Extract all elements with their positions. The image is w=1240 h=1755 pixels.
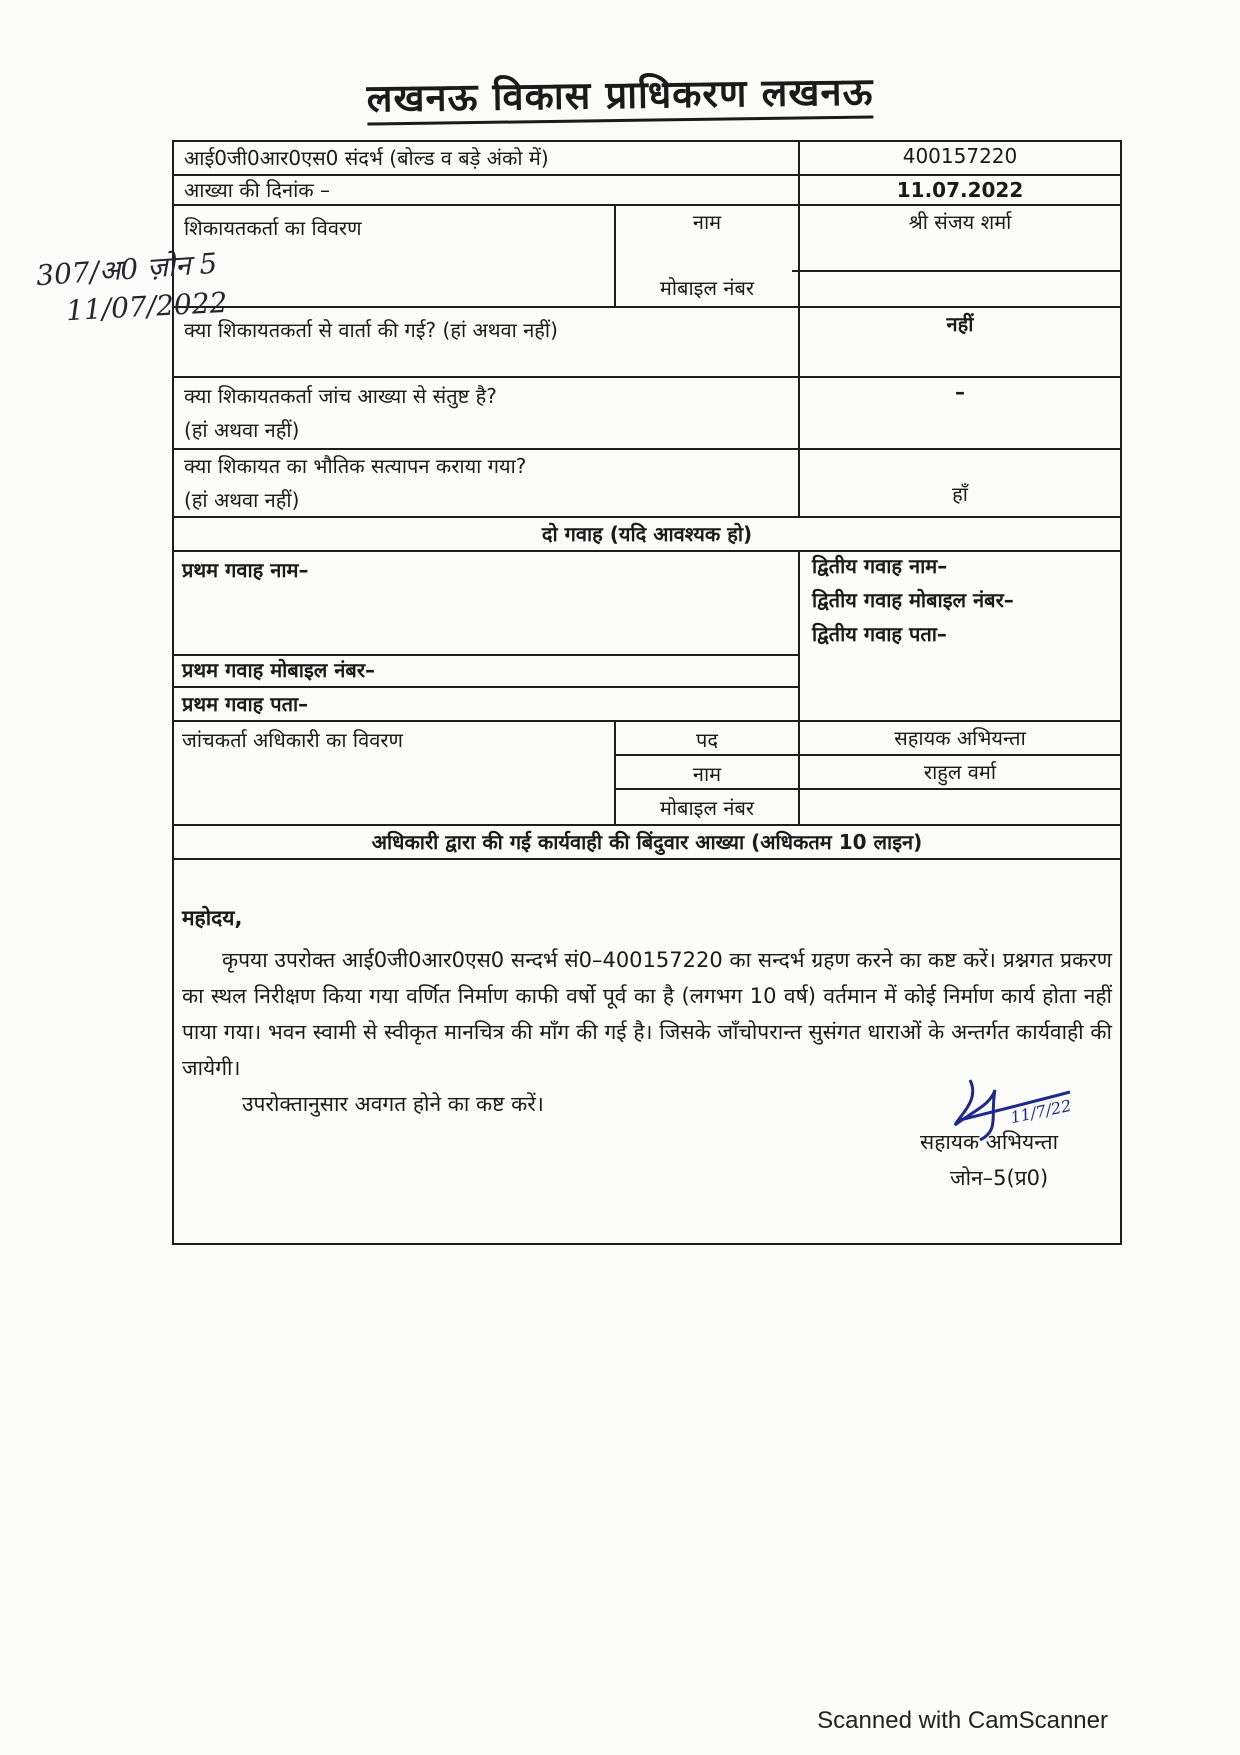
officer-mobile-label: मोबाइल नंबर bbox=[659, 796, 755, 820]
officer-post: सहायक अभियन्ता bbox=[894, 726, 1026, 750]
signatory-post: सहायक अभियन्ता bbox=[920, 1130, 1059, 1154]
verified-question: क्या शिकायत का भौतिक सत्यापन कराया गया? bbox=[184, 454, 527, 478]
talked-question: क्या शिकायतकर्ता से वार्ता की गई? (हां अथवा नहीं) bbox=[184, 318, 558, 342]
first-witness-mobile: प्रथम गवाह मोबाइल नंबर– bbox=[182, 658, 376, 682]
action-header: अधिकारी द्वारा की गई कार्यवाही की बिंदुवार आख्या (अधिकतम 10 लाइन) bbox=[371, 830, 923, 854]
verified-answer: हाँ bbox=[952, 482, 968, 506]
talked-answer: नहीं bbox=[946, 312, 974, 336]
page-title: लखनऊ विकास प्राधिकरण लखनऊ bbox=[0, 59, 1240, 128]
satisfied-hint: (हां अथवा नहीं) bbox=[184, 418, 300, 442]
handwritten-date: 11/07/2022 bbox=[65, 285, 229, 328]
officer-name-label: नाम bbox=[692, 762, 722, 786]
complainant-label: शिकायतकर्ता का विवरण bbox=[184, 216, 362, 240]
first-witness-name: प्रथम गवाह नाम– bbox=[182, 558, 309, 582]
letter-paragraph: कृपया उपरोक्त आई0जी0आर0एस0 सन्दर्भ सं0–400157220 का सन्दर्भ ग्रहण करने का कष्ट करें। प्रश्नगत प्रकरण का स्थल निरीक्षण किया गया वर्णित निर्माण काफी वर्षो पूर्व का है (लगभग 10 वर्ष) वर्तमान में कोई निर्माण कार्य होता नहीं पाया गया। भवन स्वामी से स्वीकृत मानचित्र की माँग की गई है। जिसके जाँचोपरान्त सुसंगत धाराओं के अन्तर्गत कार्यवाही की जायेगी। bbox=[182, 948, 1112, 1080]
name-label: नाम bbox=[692, 210, 722, 234]
second-witness-name: द्वितीय गवाह नाम– bbox=[812, 554, 948, 578]
officer-name: राहुल वर्मा bbox=[923, 760, 997, 784]
signature-date: 11/7/22 bbox=[1008, 1095, 1073, 1128]
salutation: महोदय, bbox=[182, 906, 243, 930]
igrs-value: 400157220 bbox=[902, 144, 1018, 168]
signatory-zone: जोन–5(प्र0) bbox=[950, 1166, 1049, 1190]
letter-closing: उपरोक्तानुसार अवगत होने का कष्ट करें। bbox=[242, 1092, 544, 1116]
satisfied-answer: – bbox=[955, 380, 965, 404]
post-label: पद bbox=[696, 728, 718, 752]
verified-hint: (हां अथवा नहीं) bbox=[184, 488, 300, 512]
satisfied-question: क्या शिकायतकर्ता जांच आख्या से संतुष्ट है? bbox=[184, 384, 497, 408]
report-date-label: आख्या की दिनांक – bbox=[184, 178, 330, 202]
igrs-label: आई0जी0आर0एस0 संदर्भ (बोल्ड व बड़े अंको में) bbox=[184, 146, 549, 170]
witness-header: दो गवाह (यदि आवश्यक हो) bbox=[541, 522, 753, 546]
mobile-label: मोबाइल नंबर bbox=[659, 276, 755, 300]
second-witness-mobile: द्वितीय गवाह मोबाइल नंबर– bbox=[812, 588, 1014, 612]
officer-label: जांचकर्ता अधिकारी का विवरण bbox=[182, 728, 403, 752]
second-witness-address: द्वितीय गवाह पता– bbox=[812, 622, 947, 646]
first-witness-address: प्रथम गवाह पता– bbox=[182, 692, 309, 716]
handwritten-reference: 307/अ0 ज़ोन 5 bbox=[35, 246, 219, 293]
complainant-name: श्री संजय शर्मा bbox=[908, 210, 1012, 234]
report-date-value: 11.07.2022 bbox=[896, 178, 1024, 202]
scanner-watermark: Scanned with CamScanner bbox=[817, 1707, 1108, 1734]
